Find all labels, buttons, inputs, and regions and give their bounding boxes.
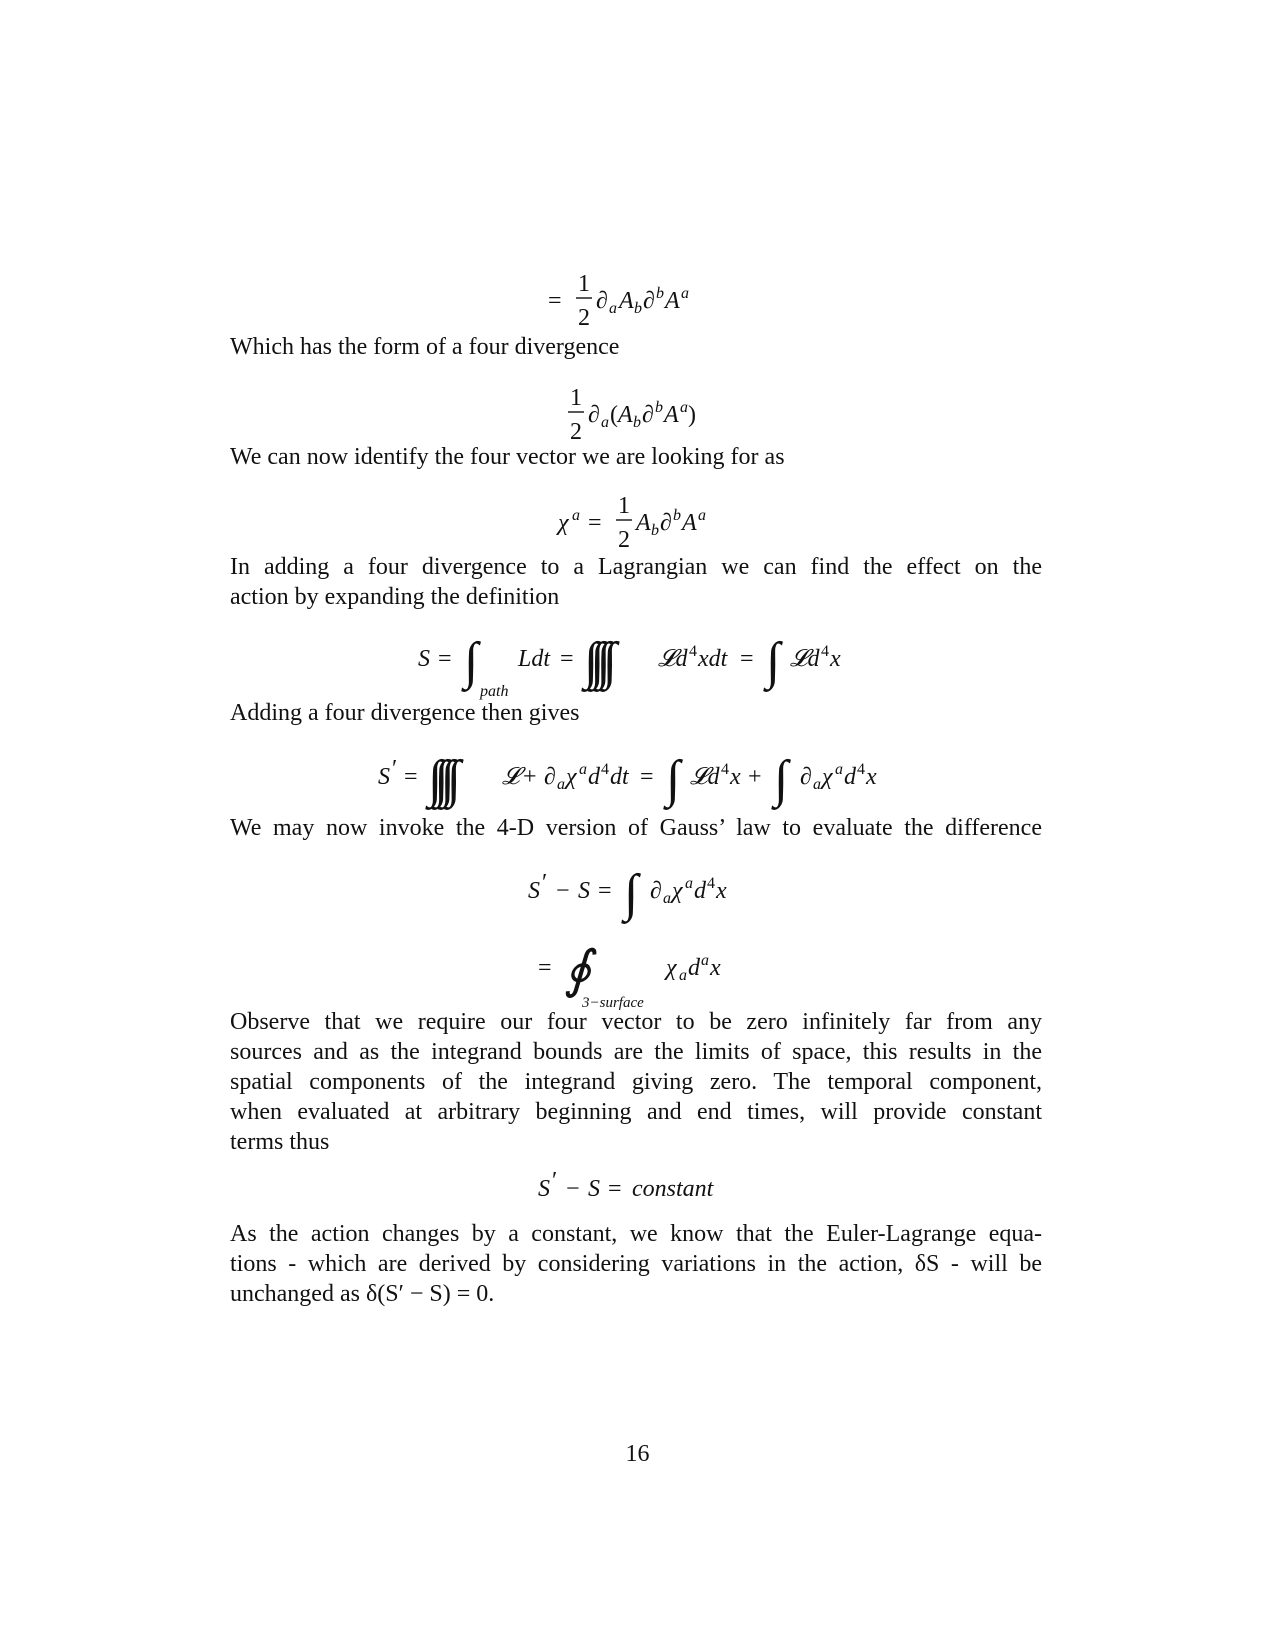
svg-text:4: 4: [600, 761, 609, 778]
svg-text:d: d: [843, 764, 856, 790]
svg-text:1: 1: [577, 271, 590, 297]
svg-text:∫: ∫: [665, 751, 680, 808]
svg-text:=: =: [607, 1176, 622, 1202]
svg-text:∂: ∂: [587, 402, 600, 428]
svg-text:x: x: [709, 955, 721, 981]
svg-text:∂: ∂: [595, 288, 608, 314]
svg-text:A: A: [663, 402, 679, 428]
svg-text:a: a: [834, 761, 843, 778]
svg-text:(: (: [609, 402, 618, 428]
svg-text:x: x: [729, 764, 741, 790]
svg-text:1: 1: [569, 385, 582, 411]
svg-text:∫: ∫: [463, 633, 478, 690]
svg-text:A: A: [681, 510, 697, 536]
svg-text:−: −: [565, 1176, 580, 1202]
svg-text:S: S: [527, 878, 540, 904]
svg-text:χ: χ: [557, 510, 569, 536]
equation-6: [0, 862, 1275, 939]
svg-text:2: 2: [617, 527, 630, 553]
equation-7-svg: [538, 935, 738, 1015]
svg-text:∂: ∂: [659, 510, 672, 536]
svg-text:b: b: [650, 522, 659, 539]
svg-text:S: S: [417, 646, 430, 672]
svg-text:=: =: [587, 510, 602, 536]
equation-5-svg: [378, 748, 898, 818]
equation-2-svg: [568, 382, 708, 446]
paragraph-6-line-1: Observe that we require our four vector to be zero infinitely far from any: [230, 1009, 1042, 1035]
svg-text:S: S: [587, 1176, 600, 1202]
svg-text:xdt: xdt: [697, 646, 727, 672]
svg-text:′: ′: [541, 870, 547, 896]
svg-text:𝓛d: 𝓛d: [657, 646, 687, 672]
paragraph-3-line-1: In adding a four divergence to a Lagrangian we can find the effect on the: [230, 554, 1042, 580]
svg-text:2: 2: [569, 419, 582, 445]
svg-text:dt: dt: [609, 764, 629, 790]
svg-text:A: A: [635, 510, 651, 536]
paragraph-6-line-3: spatial components of the integrand giving zero. The temporal component,: [230, 1069, 1042, 1095]
svg-text:a: a: [578, 761, 587, 778]
paragraph-5: [230, 813, 1042, 843]
svg-text:x: x: [715, 878, 727, 904]
paragraph-4: [230, 698, 1042, 728]
svg-text:=: =: [559, 646, 574, 672]
svg-text:4: 4: [706, 875, 715, 892]
svg-text:+: +: [747, 764, 762, 790]
svg-text:Ldt: Ldt: [517, 646, 550, 672]
svg-text:a: a: [571, 507, 580, 524]
svg-text:b: b: [632, 414, 641, 431]
svg-text:∮: ∮: [563, 942, 591, 999]
paragraph-6: [230, 1007, 1042, 1157]
paragraph-5-text: We may now invoke the 4-D version of Gauss’ law to evaluate the difference: [230, 815, 1042, 841]
svg-text:=: =: [639, 764, 654, 790]
paragraph-6-line-5: terms thus: [230, 1129, 330, 1155]
svg-text:4: 4: [856, 761, 865, 778]
svg-text:a: a: [662, 890, 671, 907]
page-number: 16: [625, 1441, 650, 1467]
equation-3: [0, 490, 1275, 561]
svg-text:χ: χ: [821, 764, 833, 790]
svg-text:b: b: [633, 300, 642, 317]
svg-text:constant: constant: [631, 1176, 713, 1202]
svg-text:path: path: [479, 683, 508, 700]
paragraph-7: [230, 1219, 1042, 1309]
svg-text:∫: ∫: [773, 751, 788, 808]
svg-text:x: x: [829, 646, 841, 672]
svg-text:a: a: [697, 507, 706, 524]
svg-text:χ: χ: [671, 878, 683, 904]
svg-text:∫: ∫: [623, 865, 638, 922]
svg-text:𝓛d: 𝓛d: [689, 764, 719, 790]
svg-text:d: d: [687, 955, 700, 981]
paragraph-7-line-2: tions - which are derived by considering variations in the action, δS - will be: [230, 1251, 1042, 1277]
svg-text:+: +: [522, 764, 537, 790]
equation-8: [0, 1168, 1275, 1215]
svg-text:S: S: [377, 764, 390, 790]
equation-6-svg: [528, 862, 748, 932]
svg-text:∫: ∫: [765, 633, 780, 690]
svg-text:∂: ∂: [543, 764, 556, 790]
equation-3-svg: [558, 490, 718, 554]
paragraph-1: [230, 332, 1042, 362]
svg-text:b: b: [655, 285, 664, 302]
equation-4-svg: [418, 628, 858, 708]
svg-text:b: b: [672, 507, 681, 524]
equation-8-svg: [538, 1168, 738, 1208]
svg-text:x: x: [865, 764, 877, 790]
svg-text:=: =: [437, 646, 452, 672]
svg-text:∂: ∂: [799, 764, 812, 790]
svg-text:=: =: [739, 646, 754, 672]
svg-text:∫∫∫∫: ∫∫∫∫: [583, 633, 609, 690]
svg-text:𝓛: 𝓛: [501, 764, 519, 790]
svg-text:d: d: [587, 764, 600, 790]
svg-text:2: 2: [577, 305, 590, 331]
paragraph-7-line-3: unchanged as δ(S′ − S) = 0.: [230, 1281, 495, 1307]
svg-text:−: −: [555, 878, 570, 904]
svg-text:b: b: [654, 399, 663, 416]
svg-text:a: a: [600, 414, 609, 431]
svg-text:a: a: [680, 285, 689, 302]
svg-text:d: d: [693, 878, 706, 904]
svg-text:3−surface: 3−surface: [581, 995, 644, 1011]
svg-text:=: =: [597, 878, 612, 904]
paragraph-1-text: Which has the form of a four divergence: [230, 334, 620, 360]
svg-text:∂: ∂: [642, 288, 655, 314]
svg-text:a: a: [684, 875, 693, 892]
svg-text:=: =: [537, 955, 552, 981]
equation-1: [0, 268, 1275, 339]
paragraph-6-line-4: when evaluated at arbitrary beginning and end times, will provide constant: [230, 1099, 1042, 1125]
paragraph-3-line-2: action by expanding the definition: [230, 584, 560, 610]
svg-text:4: 4: [688, 643, 697, 660]
paragraph-6-line-2: sources and as the integrand bounds are the limits of space, this results in the: [230, 1039, 1042, 1065]
paragraph-7-line-1: As the action changes by a constant, we know that the Euler-Lagrange equa-: [230, 1221, 1042, 1247]
svg-text:=: =: [403, 764, 418, 790]
svg-text:A: A: [664, 288, 680, 314]
svg-text:∫∫∫∫: ∫∫∫∫: [427, 751, 453, 808]
svg-text:∂: ∂: [649, 878, 662, 904]
svg-text:′: ′: [391, 756, 397, 782]
svg-text:a: a: [812, 776, 821, 793]
paragraph-4-text: Adding a four divergence then gives: [230, 700, 580, 726]
svg-text:a: a: [700, 952, 709, 969]
svg-text:a: a: [678, 967, 687, 984]
svg-text:′: ′: [551, 1168, 557, 1194]
svg-text:χ: χ: [665, 955, 677, 981]
svg-text:∂: ∂: [641, 402, 654, 428]
svg-text:a: a: [608, 300, 617, 317]
svg-text:A: A: [618, 288, 634, 314]
svg-text:S: S: [577, 878, 590, 904]
svg-text:1: 1: [617, 493, 630, 519]
svg-text:4: 4: [720, 761, 729, 778]
svg-text:χ: χ: [565, 764, 577, 790]
svg-text:4: 4: [820, 643, 829, 660]
svg-text:): ): [687, 402, 696, 428]
svg-text:𝓛d: 𝓛d: [789, 646, 819, 672]
paragraph-2: [230, 442, 1042, 472]
svg-text:a: a: [556, 776, 565, 793]
equation-1-svg: [548, 268, 728, 332]
svg-text:=: =: [547, 288, 562, 314]
paragraph-3: [230, 552, 1042, 612]
svg-text:A: A: [617, 402, 633, 428]
svg-text:S: S: [537, 1176, 550, 1202]
svg-text:a: a: [679, 399, 688, 416]
paragraph-2-text: We can now identify the four vector we are looking for as: [230, 444, 785, 470]
